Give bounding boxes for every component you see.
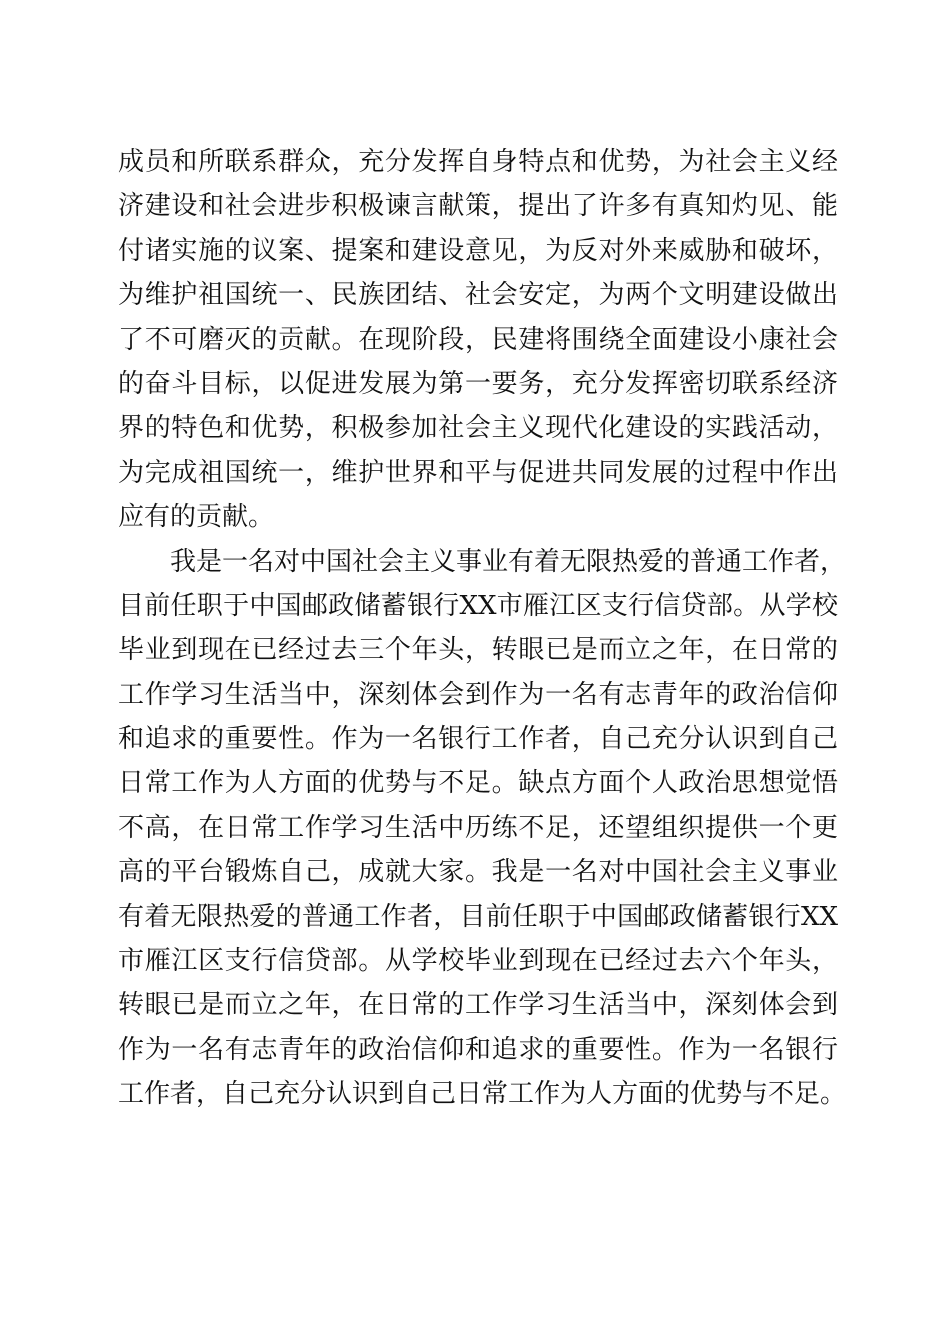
paragraph-first-line: 我是一名对中国社会主义事业有着无限热爱的普通工作者，: [170, 546, 847, 577]
text-line: 日常工作为人方面的优势与不足。缺点方面个人政治思想觉悟: [118, 768, 838, 799]
text-line: 市雁江区支行信贷部。从学校毕业到现在已经过去六个年头，: [118, 946, 838, 977]
text-line: 为维护祖国统一、民族团结、社会安定，为两个文明建设做出: [118, 280, 838, 311]
text-line: 为完成祖国统一，维护世界和平与促进共同发展的过程中作出: [118, 457, 838, 488]
text-line: 和追求的重要性。作为一名银行工作者，自己充分认识到自己: [118, 724, 838, 755]
text-line: 工作学习生活当中，深刻体会到作为一名有志青年的政治信仰: [118, 679, 838, 710]
text-line: 了不可磨灭的贡献。在现阶段，民建将围绕全面建设小康社会: [118, 324, 838, 355]
text-line: 济建设和社会进步积极谏言献策，提出了许多有真知灼见、能: [118, 191, 838, 222]
text-line: 工作者，自己充分认识到自己日常工作为人方面的优势与不足。: [118, 1079, 847, 1110]
body-text: [118, 140, 847, 1117]
text-line: 成员和所联系群众，充分发挥自身特点和优势，为社会主义经: [118, 147, 838, 177]
text-line: 转眼已是而立之年，在日常的工作学习生活当中，深刻体会到: [118, 990, 838, 1021]
text-line: 高的平台锻炼自己，成就大家。我是一名对中国社会主义事业: [118, 857, 838, 888]
text-line: 应有的贡献。: [118, 502, 275, 533]
text-line: 不高，在日常工作学习生活中历练不足，还望组织提供一个更: [118, 812, 838, 843]
text-line: 毕业到现在已经过去三个年头，转眼已是而立之年，在日常的: [118, 635, 838, 666]
text-line: 的奋斗目标，以促进发展为第一要务，充分发挥密切联系经济: [118, 368, 838, 399]
text-line: 作为一名有志青年的政治信仰和追求的重要性。作为一名银行: [118, 1034, 838, 1065]
text-line: 目前任职于中国邮政储蓄银行XX市雁江区支行信贷部。从学校: [118, 590, 838, 621]
text-line: 付诸实施的议案、提案和建设意见，为反对外来威胁和破坏，: [118, 235, 838, 266]
text-line: 有着无限热爱的普通工作者，目前任职于中国邮政储蓄银行XX: [118, 901, 838, 932]
text-line: 界的特色和优势，积极参加社会主义现代化建设的实践活动，: [118, 413, 838, 444]
